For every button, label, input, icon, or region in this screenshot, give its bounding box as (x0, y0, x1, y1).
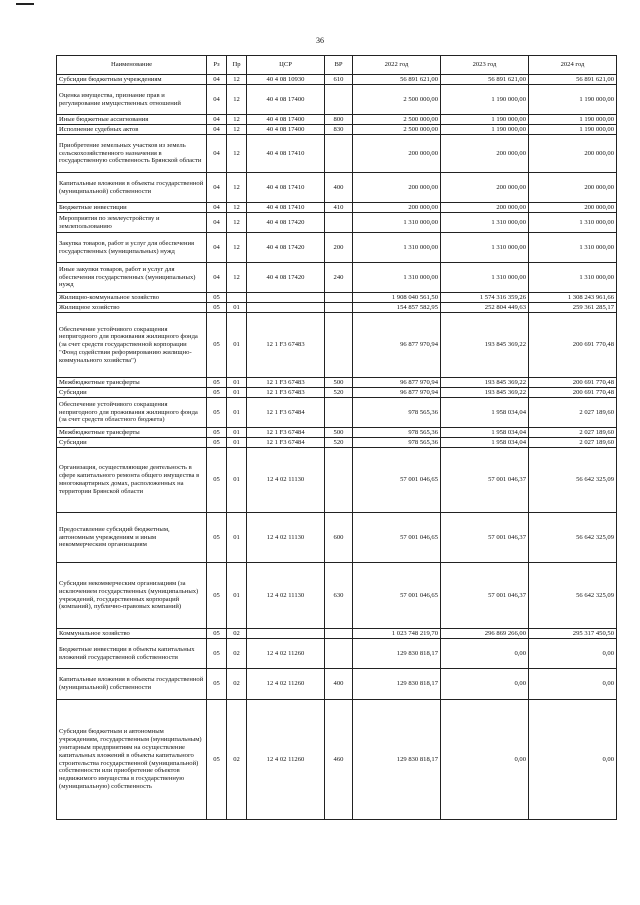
row-target-article-cell: 40 4 08 10930 (247, 75, 325, 85)
budget-table (56, 55, 617, 820)
row-2022-amount-cell: 129 830 818,17 (353, 669, 441, 700)
row-expense-type-cell: 200 (325, 233, 353, 263)
header-cell: 2022 год (353, 56, 441, 75)
row-2023-amount-cell: 1 310 000,00 (441, 213, 529, 233)
row-2024-amount-cell: 2 027 189,60 (529, 398, 617, 428)
row-expense-type-cell (325, 135, 353, 173)
table-row (57, 428, 617, 438)
table-row (57, 513, 617, 563)
row-name-cell: Иные бюджетные ассигнования (57, 115, 207, 125)
row-section-cell: 05 (207, 303, 227, 313)
row-2023-amount-cell: 0,00 (441, 639, 529, 669)
row-2022-amount-cell: 978 565,36 (353, 438, 441, 448)
row-expense-type-cell: 800 (325, 115, 353, 125)
row-subsection-cell: 02 (227, 700, 247, 820)
row-subsection-cell: 01 (227, 378, 247, 388)
row-2023-amount-cell: 1 310 000,00 (441, 263, 529, 293)
row-2023-amount-cell: 57 001 046,37 (441, 563, 529, 629)
row-2023-amount-cell: 1 958 034,04 (441, 438, 529, 448)
row-section-cell: 04 (207, 125, 227, 135)
row-2022-amount-cell: 129 830 818,17 (353, 639, 441, 669)
row-2023-amount-cell: 193 845 369,22 (441, 313, 529, 378)
table-row (57, 173, 617, 203)
row-2022-amount-cell: 1 310 000,00 (353, 213, 441, 233)
row-section-cell: 05 (207, 398, 227, 428)
row-2024-amount-cell: 56 642 325,09 (529, 448, 617, 513)
row-2022-amount-cell: 1 310 000,00 (353, 263, 441, 293)
row-2022-amount-cell: 1 908 040 561,50 (353, 293, 441, 303)
table-row (57, 233, 617, 263)
row-2022-amount-cell: 57 001 046,65 (353, 513, 441, 563)
row-section-cell: 04 (207, 75, 227, 85)
row-expense-type-cell (325, 313, 353, 378)
row-target-article-cell (247, 293, 325, 303)
table-row (57, 135, 617, 173)
row-name-cell: Капитальные вложения в объекты государственной (муниципальной) собственности (57, 173, 207, 203)
row-target-article-cell: 12 1 F3 67484 (247, 398, 325, 428)
row-2024-amount-cell: 56 642 325,09 (529, 513, 617, 563)
row-2023-amount-cell: 56 891 621,00 (441, 75, 529, 85)
table-row (57, 303, 617, 313)
row-2024-amount-cell: 200 000,00 (529, 173, 617, 203)
row-2023-amount-cell: 200 000,00 (441, 203, 529, 213)
row-name-cell: Обеспечение устойчивого сокращения непригодного для проживания жилищного фонда (за счет средств областного бюджета) (57, 398, 207, 428)
row-expense-type-cell (325, 639, 353, 669)
row-expense-type-cell: 630 (325, 563, 353, 629)
table-row (57, 293, 617, 303)
row-target-article-cell: 12 1 F3 67483 (247, 388, 325, 398)
table-row (57, 669, 617, 700)
row-subsection-cell: 02 (227, 639, 247, 669)
row-expense-type-cell (325, 303, 353, 313)
row-subsection-cell (227, 293, 247, 303)
row-subsection-cell: 12 (227, 263, 247, 293)
row-expense-type-cell: 400 (325, 173, 353, 203)
page-number: 36 (316, 36, 324, 45)
row-section-cell: 04 (207, 173, 227, 203)
table-row (57, 125, 617, 135)
row-subsection-cell: 01 (227, 313, 247, 378)
row-2024-amount-cell: 1 190 000,00 (529, 125, 617, 135)
row-2023-amount-cell: 200 000,00 (441, 135, 529, 173)
header-cell: 2024 год (529, 56, 617, 75)
row-target-article-cell: 12 4 02 11130 (247, 448, 325, 513)
row-expense-type-cell: 410 (325, 203, 353, 213)
header-cell: Рз (207, 56, 227, 75)
header-cell: 2023 год (441, 56, 529, 75)
row-2022-amount-cell: 2 500 000,00 (353, 85, 441, 115)
row-2024-amount-cell: 200 691 770,48 (529, 388, 617, 398)
table-header-row (57, 56, 617, 75)
row-2024-amount-cell: 1 190 000,00 (529, 85, 617, 115)
row-2024-amount-cell: 56 891 621,00 (529, 75, 617, 85)
row-2023-amount-cell: 252 804 449,63 (441, 303, 529, 313)
row-target-article-cell: 40 4 08 17420 (247, 213, 325, 233)
table-row (57, 639, 617, 669)
row-subsection-cell: 01 (227, 398, 247, 428)
row-2023-amount-cell: 0,00 (441, 669, 529, 700)
row-section-cell: 05 (207, 639, 227, 669)
row-2022-amount-cell: 978 565,36 (353, 428, 441, 438)
row-target-article-cell: 12 1 F3 67484 (247, 428, 325, 438)
row-section-cell: 05 (207, 428, 227, 438)
row-name-cell: Жилищное хозяйство (57, 303, 207, 313)
row-section-cell: 04 (207, 213, 227, 233)
row-2023-amount-cell: 296 869 266,00 (441, 629, 529, 639)
scan-corner-mark (16, 3, 34, 5)
row-section-cell: 05 (207, 293, 227, 303)
row-subsection-cell: 01 (227, 513, 247, 563)
row-2024-amount-cell: 0,00 (529, 639, 617, 669)
row-subsection-cell: 01 (227, 448, 247, 513)
row-2024-amount-cell: 0,00 (529, 669, 617, 700)
row-target-article-cell: 12 1 F3 67483 (247, 313, 325, 378)
row-target-article-cell: 40 4 08 17420 (247, 263, 325, 293)
table-row (57, 448, 617, 513)
row-target-article-cell: 12 1 F3 67484 (247, 438, 325, 448)
table-row (57, 438, 617, 448)
row-name-cell: Капитальные вложения в объекты государственной (муниципальной) собственности (57, 669, 207, 700)
row-subsection-cell: 02 (227, 669, 247, 700)
row-expense-type-cell (325, 448, 353, 513)
row-name-cell: Предоставление субсидий бюджетным, автономным учреждениям и иным некоммерческим организациям (57, 513, 207, 563)
header-cell: ВР (325, 56, 353, 75)
row-subsection-cell: 12 (227, 135, 247, 173)
row-target-article-cell: 40 4 08 17410 (247, 203, 325, 213)
row-2024-amount-cell: 56 642 325,09 (529, 563, 617, 629)
header-cell: Пр (227, 56, 247, 75)
table-row (57, 629, 617, 639)
row-expense-type-cell (325, 398, 353, 428)
row-target-article-cell: 12 4 02 11260 (247, 700, 325, 820)
row-name-cell: Коммунальное хозяйство (57, 629, 207, 639)
row-2023-amount-cell: 1 958 034,04 (441, 398, 529, 428)
row-2022-amount-cell: 1 310 000,00 (353, 233, 441, 263)
row-subsection-cell: 01 (227, 563, 247, 629)
row-2022-amount-cell: 56 891 621,00 (353, 75, 441, 85)
row-2023-amount-cell: 57 001 046,37 (441, 448, 529, 513)
row-name-cell: Иные закупки товаров, работ и услуг для обеспечения государственных (муниципальных) нужд (57, 263, 207, 293)
row-section-cell: 04 (207, 233, 227, 263)
table-row (57, 398, 617, 428)
row-name-cell: Закупка товаров, работ и услуг для обеспечения государственных (муниципальных) нужд (57, 233, 207, 263)
row-target-article-cell: 12 4 02 11260 (247, 639, 325, 669)
table-row (57, 563, 617, 629)
row-section-cell: 04 (207, 85, 227, 115)
row-subsection-cell: 01 (227, 428, 247, 438)
row-name-cell: Бюджетные инвестиции (57, 203, 207, 213)
row-expense-type-cell (325, 213, 353, 233)
row-2022-amount-cell: 1 023 748 219,70 (353, 629, 441, 639)
row-2024-amount-cell: 1 310 000,00 (529, 213, 617, 233)
row-2022-amount-cell: 2 500 000,00 (353, 125, 441, 135)
row-subsection-cell: 12 (227, 85, 247, 115)
row-section-cell: 04 (207, 263, 227, 293)
row-name-cell: Мероприятия по землеустройству и землепользованию (57, 213, 207, 233)
row-subsection-cell: 12 (227, 125, 247, 135)
row-expense-type-cell (325, 293, 353, 303)
row-subsection-cell: 01 (227, 303, 247, 313)
row-section-cell: 04 (207, 135, 227, 173)
row-2023-amount-cell: 1 190 000,00 (441, 125, 529, 135)
table-row (57, 700, 617, 820)
row-2022-amount-cell: 96 877 970,94 (353, 388, 441, 398)
row-2024-amount-cell: 200 000,00 (529, 203, 617, 213)
row-target-article-cell: 40 4 08 17400 (247, 115, 325, 125)
row-2024-amount-cell: 2 027 189,60 (529, 428, 617, 438)
row-2023-amount-cell: 1 958 034,04 (441, 428, 529, 438)
row-name-cell: Субсидии бюджетным и автономным учреждениям, государственным (муниципальным) унитарным предприятиям на осуществление капитальных вложений в объекты капитального строительства государственной (муниципальной) собственности или приобретение объектов недвижимого имущества в государственную (муниципальную) собственность (57, 700, 207, 820)
row-2023-amount-cell: 0,00 (441, 700, 529, 820)
row-target-article-cell: 40 4 08 17410 (247, 135, 325, 173)
row-target-article-cell: 40 4 08 17400 (247, 125, 325, 135)
row-expense-type-cell: 520 (325, 388, 353, 398)
row-name-cell: Оценка имущества, признание прав и регулирование имущественных отношений (57, 85, 207, 115)
row-target-article-cell: 40 4 08 17420 (247, 233, 325, 263)
row-2022-amount-cell: 200 000,00 (353, 135, 441, 173)
row-expense-type-cell: 240 (325, 263, 353, 293)
row-expense-type-cell: 830 (325, 125, 353, 135)
row-name-cell: Организация, осуществляющие деятельность в сфере капитального ремонта общего имущества в многоквартирных домах, расположенных на территории Брянской области (57, 448, 207, 513)
table-row (57, 213, 617, 233)
row-subsection-cell: 02 (227, 629, 247, 639)
row-section-cell: 05 (207, 669, 227, 700)
row-expense-type-cell: 520 (325, 438, 353, 448)
row-expense-type-cell: 500 (325, 378, 353, 388)
header-cell: ЦСР (247, 56, 325, 75)
row-2024-amount-cell: 295 317 450,50 (529, 629, 617, 639)
header-cell: Наименование (57, 56, 207, 75)
row-subsection-cell: 01 (227, 438, 247, 448)
row-2022-amount-cell: 129 830 818,17 (353, 700, 441, 820)
row-2022-amount-cell: 2 500 000,00 (353, 115, 441, 125)
row-target-article-cell: 12 4 02 11260 (247, 669, 325, 700)
row-target-article-cell: 40 4 08 17400 (247, 85, 325, 115)
row-name-cell: Приобретение земельных участков из земель сельскохозяйственного назначения в государственную собственность Брянской области (57, 135, 207, 173)
row-2024-amount-cell: 200 000,00 (529, 135, 617, 173)
row-2022-amount-cell: 154 857 582,95 (353, 303, 441, 313)
row-name-cell: Межбюджетные трансферты (57, 378, 207, 388)
row-target-article-cell: 12 4 02 11130 (247, 563, 325, 629)
row-expense-type-cell (325, 85, 353, 115)
row-2023-amount-cell: 200 000,00 (441, 173, 529, 203)
row-target-article-cell (247, 629, 325, 639)
row-section-cell: 05 (207, 513, 227, 563)
row-2023-amount-cell: 1 310 000,00 (441, 233, 529, 263)
row-2022-amount-cell: 96 877 970,94 (353, 378, 441, 388)
table-row (57, 388, 617, 398)
row-2023-amount-cell: 1 574 316 359,26 (441, 293, 529, 303)
row-section-cell: 05 (207, 700, 227, 820)
row-subsection-cell: 01 (227, 388, 247, 398)
row-section-cell: 05 (207, 378, 227, 388)
row-name-cell: Межбюджетные трансферты (57, 428, 207, 438)
row-name-cell: Субсидии некоммерческим организациям (за исключением государственных (муниципальных) учреждений, государственных корпораций (компаний), публично-правовых компаний) (57, 563, 207, 629)
row-subsection-cell: 12 (227, 233, 247, 263)
row-2024-amount-cell: 2 027 189,60 (529, 438, 617, 448)
row-2023-amount-cell: 1 190 000,00 (441, 115, 529, 125)
table-row (57, 75, 617, 85)
row-2024-amount-cell: 1 310 000,00 (529, 263, 617, 293)
row-2022-amount-cell: 57 001 046,65 (353, 448, 441, 513)
row-name-cell: Исполнение судебных актов (57, 125, 207, 135)
row-section-cell: 05 (207, 388, 227, 398)
row-subsection-cell: 12 (227, 213, 247, 233)
row-subsection-cell: 12 (227, 203, 247, 213)
row-subsection-cell: 12 (227, 115, 247, 125)
row-target-article-cell (247, 303, 325, 313)
row-section-cell: 05 (207, 629, 227, 639)
row-2022-amount-cell: 57 001 046,65 (353, 563, 441, 629)
row-name-cell: Субсидии (57, 438, 207, 448)
row-section-cell: 04 (207, 115, 227, 125)
row-2024-amount-cell: 259 361 285,17 (529, 303, 617, 313)
row-target-article-cell: 12 1 F3 67483 (247, 378, 325, 388)
row-2023-amount-cell: 193 845 369,22 (441, 388, 529, 398)
row-2023-amount-cell: 1 190 000,00 (441, 85, 529, 115)
row-2024-amount-cell: 0,00 (529, 700, 617, 820)
row-expense-type-cell: 460 (325, 700, 353, 820)
row-2022-amount-cell: 200 000,00 (353, 173, 441, 203)
row-2024-amount-cell: 200 691 770,48 (529, 313, 617, 378)
row-expense-type-cell: 600 (325, 513, 353, 563)
row-expense-type-cell: 610 (325, 75, 353, 85)
row-expense-type-cell: 400 (325, 669, 353, 700)
row-2022-amount-cell: 96 877 970,94 (353, 313, 441, 378)
row-section-cell: 05 (207, 438, 227, 448)
row-2022-amount-cell: 978 565,36 (353, 398, 441, 428)
row-section-cell: 05 (207, 563, 227, 629)
row-2024-amount-cell: 1 308 243 961,66 (529, 293, 617, 303)
table-row (57, 263, 617, 293)
table-row (57, 378, 617, 388)
row-name-cell: Жилищно-коммунальное хозяйство (57, 293, 207, 303)
row-target-article-cell: 12 4 02 11130 (247, 513, 325, 563)
table-row (57, 85, 617, 115)
row-2022-amount-cell: 200 000,00 (353, 203, 441, 213)
row-expense-type-cell: 500 (325, 428, 353, 438)
row-section-cell: 05 (207, 313, 227, 378)
table-row (57, 203, 617, 213)
row-2024-amount-cell: 200 691 770,48 (529, 378, 617, 388)
row-name-cell: Обеспечение устойчивого сокращения непригодного для проживания жилищного фонда (за счет средств государственной корпорации "Фонд содействия реформированию жилищно-коммунального хозяйства") (57, 313, 207, 378)
row-name-cell: Субсидии (57, 388, 207, 398)
row-subsection-cell: 12 (227, 75, 247, 85)
row-name-cell: Бюджетные инвестиции в объекты капитальных вложений государственной собственности (57, 639, 207, 669)
row-section-cell: 04 (207, 203, 227, 213)
table-row (57, 115, 617, 125)
row-2024-amount-cell: 1 190 000,00 (529, 115, 617, 125)
row-name-cell: Субсидии бюджетным учреждениям (57, 75, 207, 85)
row-2023-amount-cell: 57 001 046,37 (441, 513, 529, 563)
row-subsection-cell: 12 (227, 173, 247, 203)
table-row (57, 313, 617, 378)
row-target-article-cell: 40 4 08 17410 (247, 173, 325, 203)
table-body (57, 75, 617, 820)
row-2023-amount-cell: 193 845 369,22 (441, 378, 529, 388)
row-expense-type-cell (325, 629, 353, 639)
row-2024-amount-cell: 1 310 000,00 (529, 233, 617, 263)
row-section-cell: 05 (207, 448, 227, 513)
